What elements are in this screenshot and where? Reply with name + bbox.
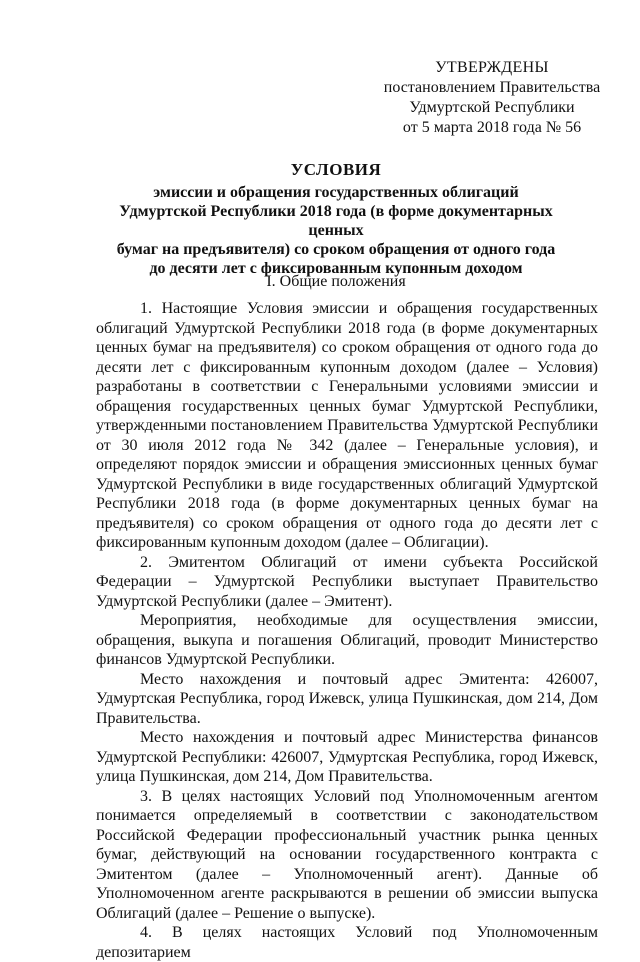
approval-line-resolution: постановлением Правительства <box>383 79 601 96</box>
approval-stamp <box>372 58 612 138</box>
approval-line-republic: Удмуртской Республики <box>409 99 575 116</box>
approval-line-date: от 5 марта 2018 года № 56 <box>402 119 582 136</box>
document-title: УСЛОВИЯ <box>290 160 382 179</box>
paragraph-5: Место нахождения и почтовый адрес Министерства финансов Удмуртской Республики: 426007, Удмуртская Республика, город Ижевск, улица Пушкинская, дом 214, Дом Правительства. <box>96 729 598 785</box>
document-subtitle-line-2: Удмуртской Республики 2018 года (в форме документарных ценных <box>119 203 553 239</box>
document-body <box>96 299 598 962</box>
document-subtitle-line-3: бумаг на предъявителя) со сроком обращения от одного года <box>116 241 556 258</box>
paragraph-1: 1. Настоящие Условия эмиссии и обращения государственных облигаций Удмуртской Республики 2018 года (в форме документарных ценных бумаг на предъявителя) со сроком обращения от одного года до десяти лет с фиксированным купонным доходом (далее – Условия) разработаны в соответствии с Генеральными условиями эмиссии и обращения государственных ценных бумаг Удмуртской Республики, утвержденными постановлением Правительства Удмуртской Республики от 30 июля 2012 года № 342 (далее – Генеральные условия), и определяют порядок эмиссии и обращения эмиссионных ценных бумаг Удмуртской Республики в виде государственных облигаций Удмуртской Республики 2018 года (в форме документарных ценных бумаг на предъявителя) со сроком обращения от одного года до десяти лет с фиксированным купонным доходом (далее – Облигации). <box>96 300 598 551</box>
document-subtitle-line-1: эмиссии и обращения государственных облигаций <box>153 184 519 201</box>
approval-title: УТВЕРЖДЕНЫ <box>435 59 549 76</box>
paragraph-7: 4. В целях настоящих Условий под Уполномоченным депозитарием <box>96 924 598 961</box>
document-title-block <box>96 160 576 278</box>
document-subtitle-line-4: до десяти лет с фиксированным купонным доходом <box>149 260 523 277</box>
paragraph-3: Мероприятия, необходимые для осуществления эмиссии, обращения, выкупа и погашения Облигаций, проводит Министерство финансов Удмуртской Республики. <box>96 612 598 668</box>
paragraph-6: 3. В целях настоящих Условий под Уполномоченным агентом понимается определяемый в соответствии с законодательством Российской Федерации профессиональный участник рынка ценных бумаг, действующий на основании государственного контракта с Эмитентом (далее – Уполномоченный агент). Данные об Уполномоченном агенте раскрываются в решении об эмиссии выпуска Облигаций (далее – Решение о выпуске). <box>96 787 598 922</box>
section-heading: I. Общие положения <box>266 273 406 290</box>
paragraph-2: 2. Эмитентом Облигаций от имени субъекта Российской Федерации – Удмуртской Республики выступает Правительство Удмуртской Республики (далее – Эмитент). <box>96 553 598 610</box>
paragraph-4: Место нахождения и почтовый адрес Эмитента: 426007, Удмуртская Республика, город Ижевск, улица Пушкинская, дом 214, Дом Правительства. <box>96 670 598 727</box>
